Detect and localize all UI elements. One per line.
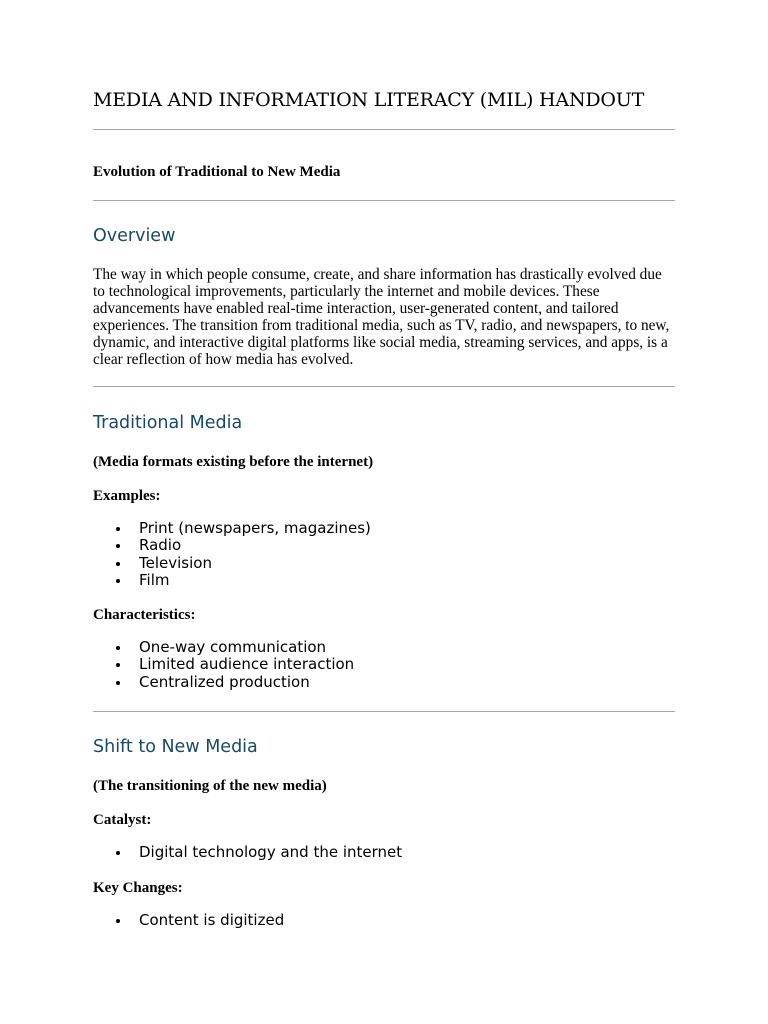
shift-to-new-media-heading: Shift to New Media <box>93 737 258 757</box>
list-item-text: Radio <box>139 536 182 555</box>
list-item-text: Limited audience interaction <box>139 655 355 674</box>
examples-list <box>93 520 371 589</box>
list-item <box>93 674 354 691</box>
list-item <box>93 844 402 861</box>
list-item <box>93 520 371 537</box>
list-item <box>93 537 371 554</box>
list-item-text: Print (newspapers, magazines) <box>139 519 371 537</box>
list-item <box>93 639 354 656</box>
bullet-icon <box>116 919 120 923</box>
list-item-text: Centralized production <box>139 672 310 691</box>
overview-heading: Overview <box>93 226 176 246</box>
characteristics-label: Characteristics: <box>93 607 196 623</box>
list-item-text: Television <box>139 553 212 572</box>
examples-label: Examples: <box>93 488 161 504</box>
key-changes-label: Key Changes: <box>93 880 183 896</box>
bullet-icon <box>116 562 120 566</box>
catalyst-label: Catalyst: <box>93 812 152 828</box>
bullet-icon <box>116 527 120 531</box>
bullet-icon <box>116 646 120 650</box>
bullet-icon <box>116 544 120 548</box>
document-title: MEDIA AND INFORMATION LITERACY (MIL) HANDOUT <box>93 89 645 111</box>
list-item-text: One-way communication <box>139 638 327 656</box>
list-item <box>93 555 371 572</box>
catalyst-list <box>93 844 402 861</box>
shift-to-new-media-note: (The transitioning of the new media) <box>93 778 327 794</box>
traditional-media-note: (Media formats existing before the internet) <box>93 454 374 470</box>
list-item <box>93 656 354 673</box>
divider <box>93 711 675 712</box>
bullet-icon <box>116 681 120 685</box>
list-item-text: Content is digitized <box>139 911 285 929</box>
bullet-icon <box>116 579 120 583</box>
characteristics-list <box>93 639 354 691</box>
list-item <box>93 572 371 589</box>
divider <box>93 129 675 130</box>
bullet-icon <box>116 663 120 667</box>
bullet-icon <box>116 851 120 855</box>
document-subtitle: Evolution of Traditional to New Media <box>93 164 341 180</box>
divider <box>93 386 675 387</box>
overview-paragraph: The way in which people consume, create, and share information has drastically evolved due to technological improvements, particularly the internet and mobile devices. These advancements have enabled real-time interaction, user-generated content, and tailored experiences. The transition from traditional media, such as TV, radio, and newspapers, to new, dynamic, and interactive digital platforms like social media, streaming services, and apps, is a clear reflection of how media has evolved. <box>93 266 670 368</box>
list-item <box>93 912 284 929</box>
list-item-text: Digital technology and the internet <box>139 843 403 861</box>
key-changes-list <box>93 912 284 929</box>
list-item-text: Film <box>139 570 170 589</box>
traditional-media-heading: Traditional Media <box>93 413 243 433</box>
divider <box>93 200 675 201</box>
